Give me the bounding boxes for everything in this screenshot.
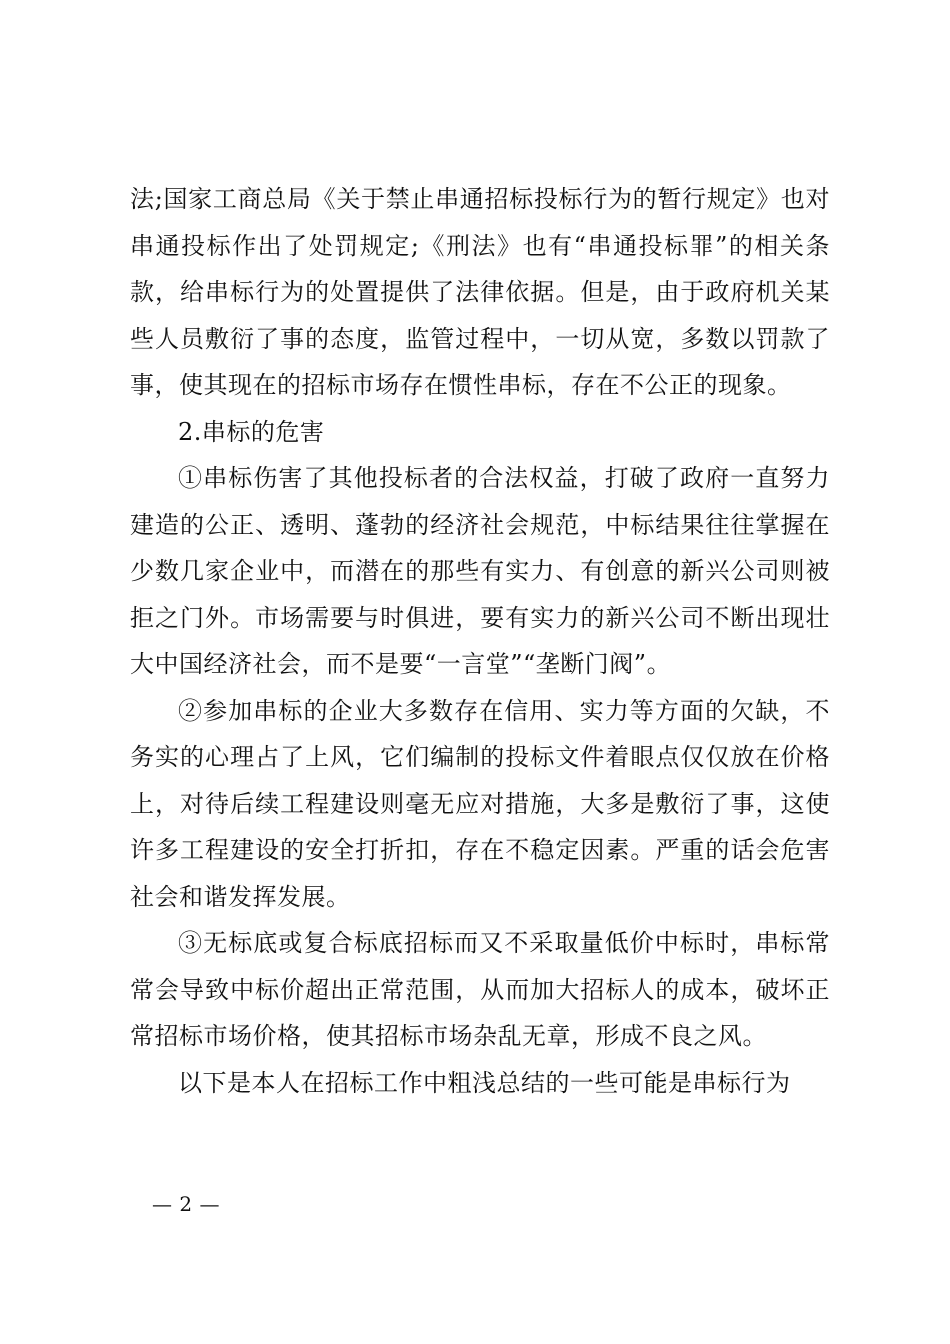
- body-text: [130, 176, 830, 1106]
- paragraph-harm-3: ③无标底或复合标底招标而又不采取量低价中标时，串标常常会导致中标价超出正常范围，从而加大招标人的成本，破坏正常招标市场价格，使其招标市场杂乱无章，形成不良之风。: [130, 929, 830, 1050]
- section-heading-harms: 2.串标的危害: [178, 417, 325, 446]
- page-number: — 2 —: [152, 1192, 220, 1216]
- paragraph-summary-intro: 以下是本人在招标工作中粗浅总结的一些可能是串标行为: [178, 1068, 791, 1097]
- paragraph-legal-basis: 法;国家工商总局《关于禁止串通招标投标行为的暂行规定》也对串通投标作出了处罚规定;《刑法》也有“串通投标罪”的相关条款，给串标行为的处置提供了法律依据。但是，由于政府机关某些人员敷衍了事的态度，监管过程中，一切从宽，多数以罚款了事，使其现在的招标市场存在惯性串标，存在不公正的现象。: [130, 185, 830, 399]
- paragraph-harm-1: ①串标伤害了其他投标者的合法权益，打破了政府一直努力建造的公正、透明、蓬勃的经济社会规范，中标结果往往掌握在少数几家企业中，而潜在的那些有实力、有创意的新兴公司则被拒之门外。市场需要与时俱进，要有实力的新兴公司不断出现壮大中国经济社会，而不是要“一言堂”“垄断门阀”。: [130, 464, 830, 678]
- paragraph-harm-2: ②参加串标的企业大多数存在信用、实力等方面的欠缺，不务实的心理占了上风，它们编制的投标文件着眼点仅仅放在价格上，对待后续工程建设则毫无应对措施，大多是敷衍了事，这使许多工程建设的安全打折扣，存在不稳定因素。严重的话会危害社会和谐发挥发展。: [130, 696, 830, 911]
